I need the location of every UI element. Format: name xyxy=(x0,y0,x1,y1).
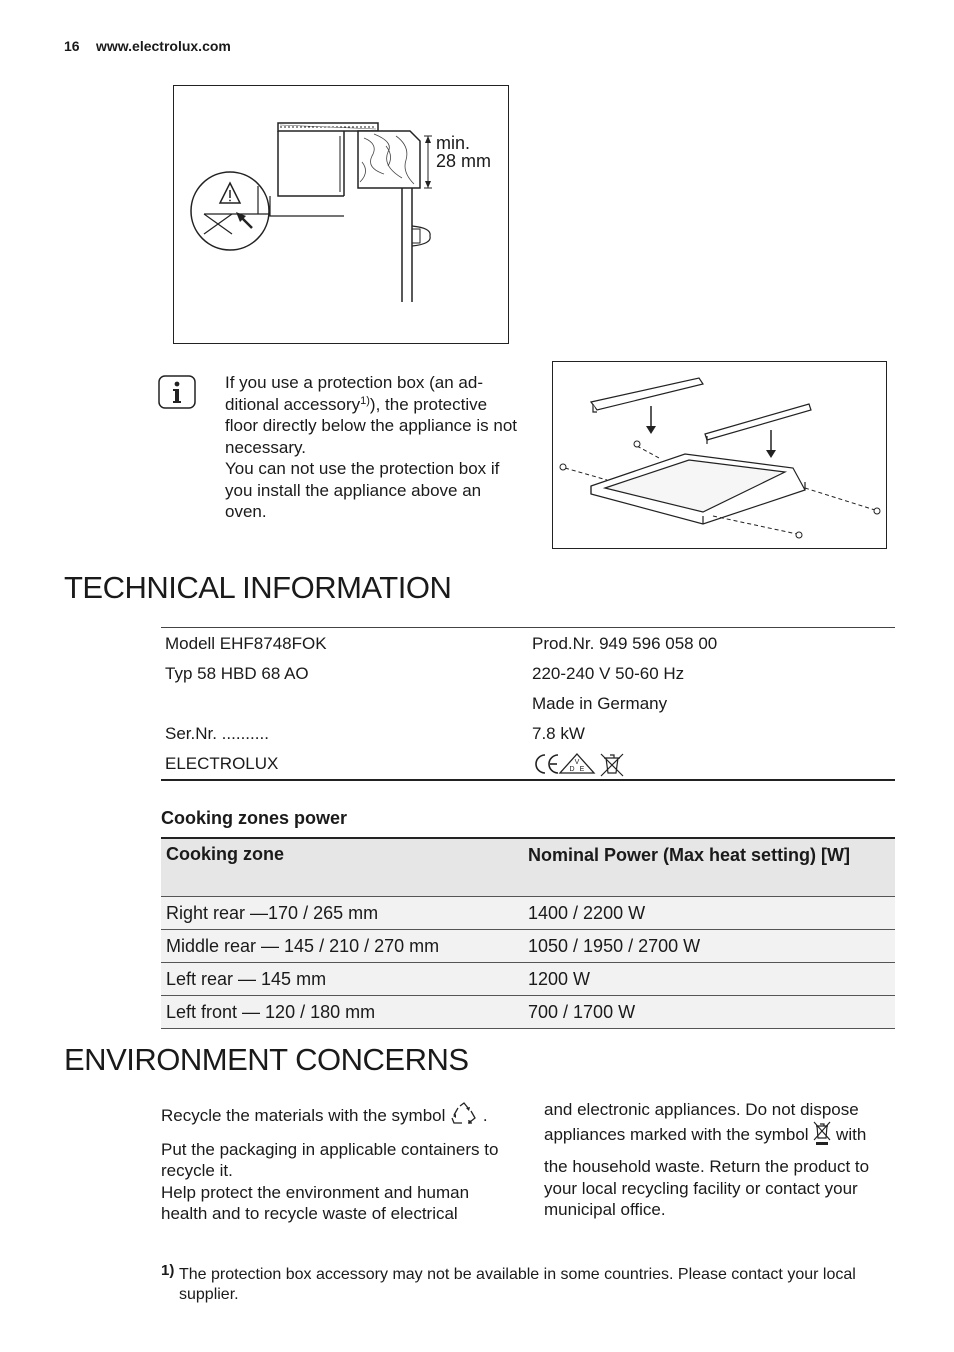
origin-cell: Made in Germany xyxy=(532,694,668,713)
dispose-text: and electronic appliances. Do not dispose appliances marked with the symbol xyxy=(544,1100,859,1144)
page-number: 16 xyxy=(64,38,80,54)
footnote-text: The protection box accessory may not be available in some countries. Please contact your local supplier. xyxy=(179,1266,856,1303)
clearance-figure xyxy=(173,85,509,344)
footnote-mark: 1) xyxy=(161,1262,175,1279)
power-cell: 1200 W xyxy=(528,968,591,989)
return-product-text: the household waste. Return the product to your local recycling facility or contact your municipal office. xyxy=(544,1157,870,1219)
column-header-zone: Cooking zone xyxy=(166,844,284,864)
technical-info-table xyxy=(161,627,895,781)
certification-marks-cell xyxy=(532,749,895,779)
svg-text:V: V xyxy=(574,759,580,766)
note-text-2: You can not use the protection box if you install the appliance above an oven. xyxy=(225,459,500,521)
svg-text:D: D xyxy=(569,766,575,773)
environment-text-right xyxy=(544,1099,894,1221)
protect-environment-text: Help protect the environment and human health and to recycle waste of electrical xyxy=(161,1182,470,1223)
dispose-text-end: with xyxy=(836,1124,867,1144)
table-row xyxy=(161,996,895,1029)
vde-mark-icon xyxy=(560,754,594,773)
footnote-ref[interactable]: 1) xyxy=(360,394,370,407)
ce-mark-icon xyxy=(536,755,558,773)
table-row xyxy=(161,689,895,719)
protection-box-figure xyxy=(552,361,887,549)
power-cell: 7.8 kW xyxy=(532,724,585,743)
recycle-text: Recycle the materials with the symbol xyxy=(161,1106,446,1126)
environment-concerns-heading: ENVIRONMENT CONCERNS xyxy=(64,1042,469,1077)
table-row xyxy=(161,930,895,963)
table-row xyxy=(161,749,895,779)
packaging-text: Put the packaging in applicable containers to recycle it. xyxy=(161,1139,499,1180)
cooking-zones-table xyxy=(161,837,895,1029)
protection-box-note xyxy=(225,372,520,523)
product-number-cell: Prod.Nr. 949 596 058 00 xyxy=(532,634,718,653)
table-row xyxy=(161,963,895,996)
zone-cell: Middle rear — 145 / 210 / 270 mm xyxy=(166,935,440,956)
power-cell: 700 / 1700 W xyxy=(528,1001,636,1022)
brand-cell: ELECTROLUX xyxy=(165,754,279,773)
note-text-cont: ), the protective floor directly below the appliance is not necessary. xyxy=(225,394,517,457)
table-row xyxy=(161,629,895,659)
type-cell: Typ 58 HBD 68 AO xyxy=(165,664,309,683)
recycle-text-end: . xyxy=(482,1106,488,1126)
info-icon xyxy=(158,375,196,409)
clearance-label-min: min. xyxy=(436,133,471,153)
serial-number-cell: Ser.Nr. .......... xyxy=(165,724,269,743)
table-header xyxy=(161,839,895,897)
model-cell: Modell EHF8748FOK xyxy=(165,634,327,653)
zone-cell: Right rear —170 / 265 mm xyxy=(166,902,379,923)
table-row xyxy=(161,719,895,749)
recycle-icon xyxy=(450,1102,478,1132)
power-cell: 1400 / 2200 W xyxy=(528,902,646,923)
table-row xyxy=(161,897,895,930)
svg-text:E: E xyxy=(579,766,585,773)
header-url: www.electrolux.com xyxy=(96,38,231,54)
weee-bin-icon xyxy=(813,1121,831,1151)
power-cell: 1050 / 1950 / 2700 W xyxy=(528,935,701,956)
zone-cell: Left rear — 145 mm xyxy=(166,968,327,989)
environment-text-left xyxy=(161,1102,511,1225)
weee-bin-icon xyxy=(601,754,623,776)
voltage-cell: 220-240 V 50-60 Hz xyxy=(532,664,685,683)
cooking-zones-title: Cooking zones power xyxy=(161,808,348,828)
clearance-label-value: 28 mm xyxy=(436,151,492,171)
table-row xyxy=(161,659,895,689)
technical-information-heading: TECHNICAL INFORMATION xyxy=(64,570,452,605)
zone-cell: Left front — 120 / 180 mm xyxy=(166,1001,376,1022)
column-header-power: Nominal Power (Max heat setting) [W] xyxy=(528,845,851,865)
note-text: If you use a protection box (an ad-ditional accessory xyxy=(225,373,483,414)
